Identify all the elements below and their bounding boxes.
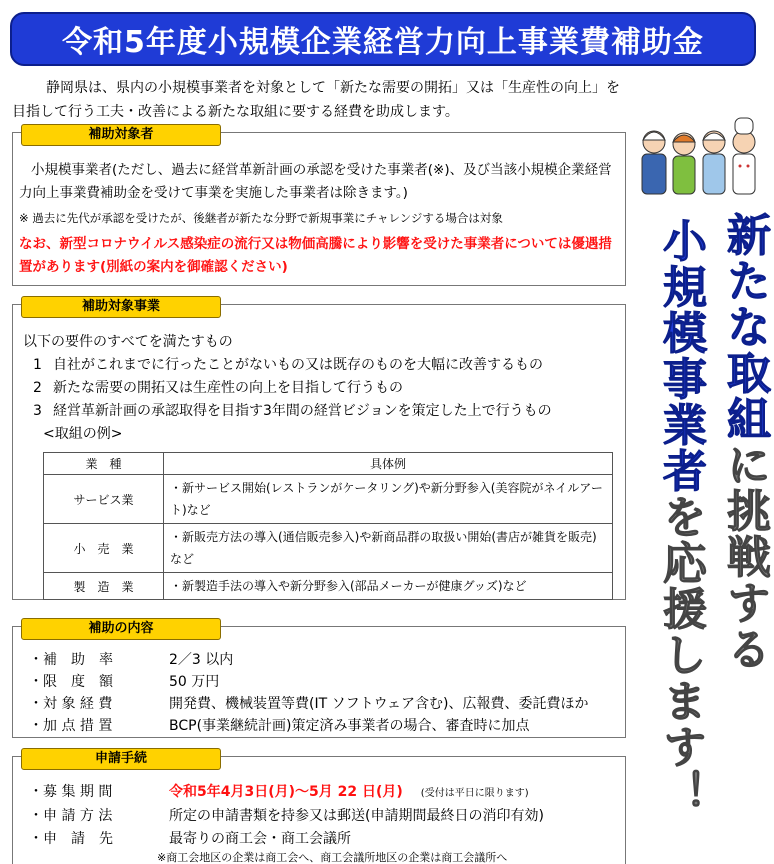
projects-label: 補助対象事業 bbox=[21, 296, 221, 318]
requirement-item: 2 新たな需要の開拓又は生産性の向上を目指して行うもの bbox=[33, 380, 403, 396]
period-row: ・募 集 期 間 令和5年4月3日(月)～5月 22 日(月) (受付は平日に限ります) bbox=[29, 781, 619, 805]
method-row: ・申 請 方 法 所定の申請書類を持参又は郵送(申請期間最終日の消印有効) bbox=[29, 808, 544, 824]
table-row bbox=[44, 524, 613, 573]
header-detail: 具体例 bbox=[164, 453, 613, 475]
content-row: ・限 度 額 50 万円 bbox=[29, 674, 220, 690]
table-row bbox=[44, 573, 613, 600]
projects-lead: 以下の要件のすべてを満たすもの bbox=[23, 334, 233, 350]
examples-table bbox=[43, 452, 613, 600]
workers-illustration-icon bbox=[636, 112, 766, 202]
slogan-line-1: 新たな取組に挑戦する bbox=[719, 212, 770, 672]
row-detail: ・新サービス開始(レストランがケータリング)や新分野参入(美容院がネイルアート)など bbox=[164, 475, 613, 524]
covid-notice: なお、新型コロナウイルス感染症の流行又は物価高騰により影響を受けた事業者については優遇措置があります(別紙の案内を御確認ください) bbox=[19, 236, 612, 275]
row-detail: ・新販売方法の導入(通信販売参入)や新商品群の取扱い開始(書店が雑貨を販売)など bbox=[164, 524, 613, 573]
target-text: 小規模事業者(ただし、過去に経営革新計画の承認を受けた事業者(※)、及び当該小規模企業経営力向上事業費補助金を受けて事業を実施した事業者は除きます。) bbox=[19, 162, 612, 201]
application-label: 申請手続 bbox=[21, 748, 221, 770]
content-row: ・加 点 措 置 BCP(事業継続計画)策定済み事業者の場合、審査時に加点 bbox=[29, 718, 530, 734]
row-detail: ・新製造手法の導入や新分野参入(部品メーカーが健康グッズ)など bbox=[164, 573, 613, 600]
projects-section bbox=[12, 299, 626, 600]
slogan-line-2: 小規模事業者を応援します！ bbox=[655, 218, 706, 816]
target-label: 補助対象者 bbox=[21, 124, 221, 146]
destination-note: ※商工会地区の企業は商工会へ、商工会議所地区の企業は商工会議所へ bbox=[157, 851, 508, 864]
destination-row: ・申 請 先 最寄りの商工会・商工会議所 bbox=[29, 831, 351, 847]
table-header-row bbox=[44, 453, 613, 475]
row-category: 製 造 業 bbox=[44, 573, 164, 600]
content-row: ・補 助 率 2／3 以内 bbox=[29, 652, 234, 668]
requirement-item: 1 自社がこれまでに行ったことがないもの又は既存のものを大幅に改善するもの bbox=[33, 357, 543, 373]
header-category: 業 種 bbox=[44, 453, 164, 475]
title-bar bbox=[10, 12, 756, 66]
intro bbox=[12, 76, 622, 124]
requirement-item: 3 経営革新計画の承認取得を目指す3年間の経営ビジョンを策定した上で行うもの bbox=[33, 403, 552, 419]
period-value: 令和5年4月3日(月)～5月 22 日(月) (受付は平日に限ります) bbox=[169, 784, 529, 800]
target-section bbox=[12, 127, 626, 286]
target-note: ※ 過去に先代が承認を受けたが、後継者が新たな分野で新規事業にチャレンジする場合は対象 bbox=[19, 211, 503, 225]
content-section bbox=[12, 621, 626, 738]
content-label: 補助の内容 bbox=[21, 618, 221, 640]
page-title: 令和5年度小規模企業経営力向上事業費補助金 bbox=[62, 25, 704, 60]
row-category: サービス業 bbox=[44, 475, 164, 524]
table-row bbox=[44, 475, 613, 524]
intro-text: 静岡県は、県内の小規模事業者を対象として「新たな需要の開拓」又は「生産性の向上」を目指して行う工夫・改善による新たな取組に要する経費を助成します。 bbox=[12, 80, 620, 120]
application-section bbox=[12, 751, 626, 864]
examples-title: <取組の例> bbox=[43, 426, 123, 442]
content-row: ・対 象 経 費 開発費、機械装置等費(IT ソフトウェア含む)、広報費、委託費ほか bbox=[29, 696, 589, 712]
row-category: 小 売 業 bbox=[44, 524, 164, 573]
